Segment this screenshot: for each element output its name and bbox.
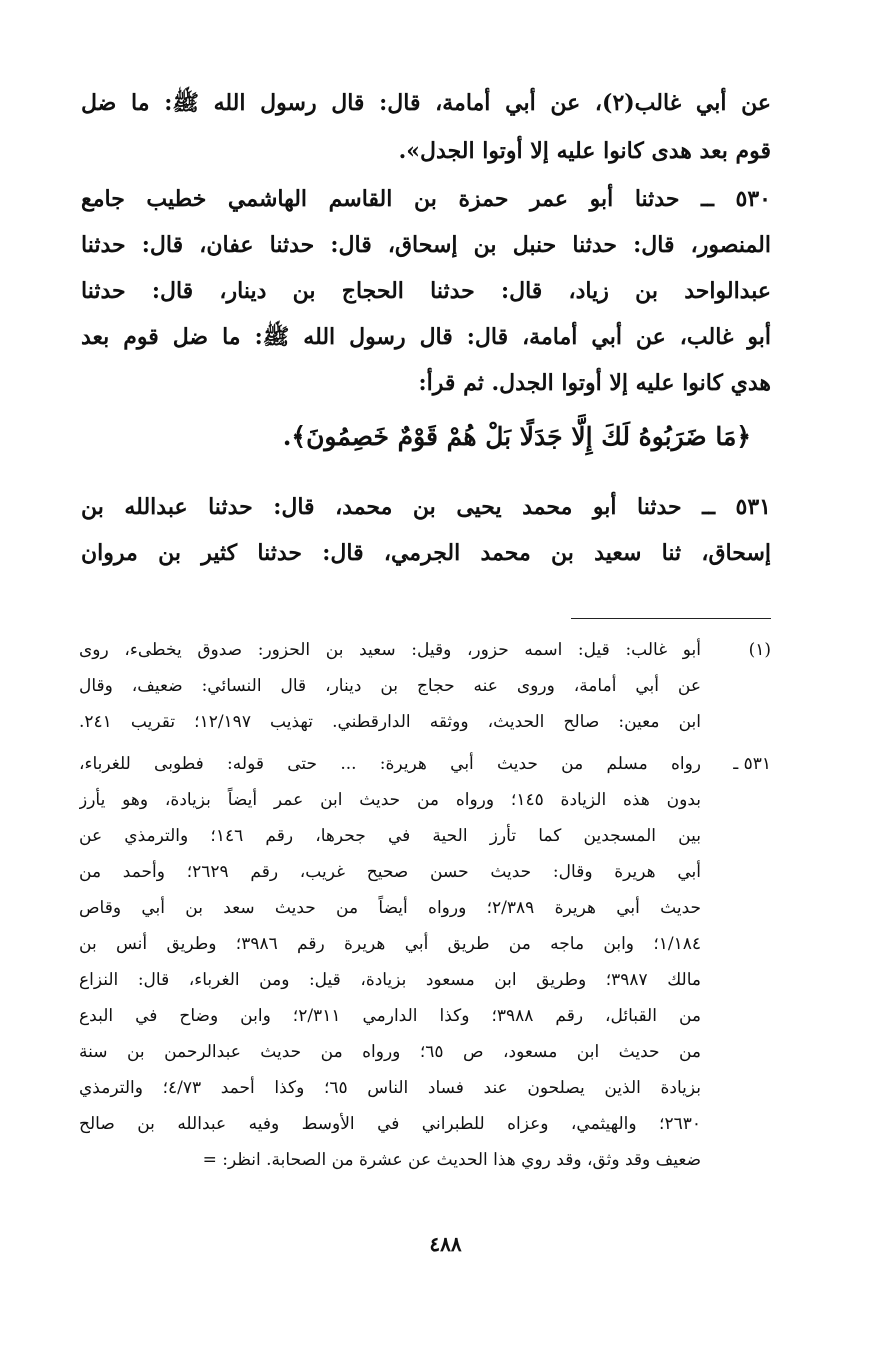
footnote-line: ابن معين: صالح الحديث، ووثقه الدارقطني. تهذيب ١٢/١٩٧؛ تقريب ٢٤١. xyxy=(79,712,701,732)
footnote-line: مالك ٣٩٨٧؛ وطريق ابن مسعود بزيادة، قيل: ومن الغرباء، قال: النزاع xyxy=(79,970,701,990)
footnote-line: ضعيف وقد وثق، وقد روي هذا الحديث عن عشرة من الصحابة. انظر: = xyxy=(202,1150,701,1170)
footnote-line: بين المسجدين كما تأرز الحية في جحرها، رقم ١٤٦؛ والترمذي عن xyxy=(79,826,701,846)
quran-verse: ﴿مَا ضَرَبُوهُ لَكَ إِلَّا جَدَلًا بَلْ هُمْ قَوْمٌ خَصِمُونَ﴾. xyxy=(282,422,751,451)
footnote-line: عن أبي أمامة، وروى عنه حجاج بن دينار، قال النسائي: ضعيف، وقال xyxy=(79,676,701,696)
footnote-separator xyxy=(571,618,771,619)
main-line: إسحاق، ثنا سعيد بن محمد الجرمي، قال: حدثنا كثير بن مروان xyxy=(81,540,771,566)
main-line: المنصور، قال: حدثنا حنبل بن إسحاق، قال: حدثنا عفان، قال: حدثنا xyxy=(81,232,771,258)
main-line: هدي كانوا عليه إلا أوتوا الجدل. ثم قرأ: xyxy=(418,370,771,396)
footnote-line: أبو غالب: قيل: اسمه حزور، وقيل: سعيد بن الحزور: صدوق يخطىء، روى xyxy=(79,640,701,660)
main-line: قوم بعد هدى كانوا عليه إلا أوتوا الجدل». xyxy=(398,138,771,164)
footnote-line: من حديث ابن مسعود، ص ٦٥؛ ورواه من حديث عبدالرحمن بن سنة xyxy=(79,1042,701,1062)
footnote-line: أبي هريرة وقال: حديث حسن صحيح غريب، رقم ٢٦٢٩؛ وأحمد من xyxy=(79,862,701,882)
footnote-line: من القبائل، رقم ٣٩٨٨؛ وكذا الدارمي ٢/٣١١؛ وابن وضاح في البدع xyxy=(79,1006,701,1026)
page-number: ٤٨٨ xyxy=(429,1232,462,1256)
footnote-line: ١/١٨٤؛ وابن ماجه من طريق أبي هريرة رقم ٣٩٨٦؛ وطريق أنس بن xyxy=(79,934,701,954)
hadith-531-line: ٥٣١ ــ حدثنا أبو محمد يحيى بن محمد، قال: حدثنا عبدالله بن xyxy=(81,494,771,520)
footnote-marker-531: ٥٣١ ـ xyxy=(733,754,771,774)
main-line: أبو غالب، عن أبي أمامة، قال: قال رسول الله ﷺ: ما ضل قوم بعد xyxy=(81,324,771,350)
footnote-marker-1: (١) xyxy=(748,640,771,660)
main-line: عبدالواحد بن زياد، قال: حدثنا الحجاج بن دينار، قال: حدثنا xyxy=(81,278,771,304)
footnote-line: حديث أبي هريرة ٢/٣٨٩؛ ورواه أيضاً من حديث سعد بن أبي وقاص xyxy=(79,898,701,918)
main-line: عن أبي غالب(٢)، عن أبي أمامة، قال: قال رسول الله ﷺ: ما ضل xyxy=(81,90,771,116)
footnote-line: بزيادة الذين يصلحون عند فساد الناس ٦٥؛ وكذا أحمد ٤/٧٣؛ والترمذي xyxy=(79,1078,701,1098)
footnote-line: رواه مسلم من حديث أبي هريرة: ... حتى قوله: فطوبى للغرباء، xyxy=(79,754,701,774)
hadith-530-line: ٥٣٠ ــ حدثنا أبو عمر حمزة بن القاسم الهاشمي خطيب جامع xyxy=(81,186,771,212)
footnote-line: ٢٦٣٠؛ والهيثمي، وعزاه للطبراني في الأوسط وفيه عبدالله بن صالح xyxy=(79,1114,701,1134)
footnote-line: بدون هذه الزيادة ١٤٥؛ ورواه من حديث ابن عمر أيضاً بزيادة، وهو يأرز xyxy=(79,790,701,810)
